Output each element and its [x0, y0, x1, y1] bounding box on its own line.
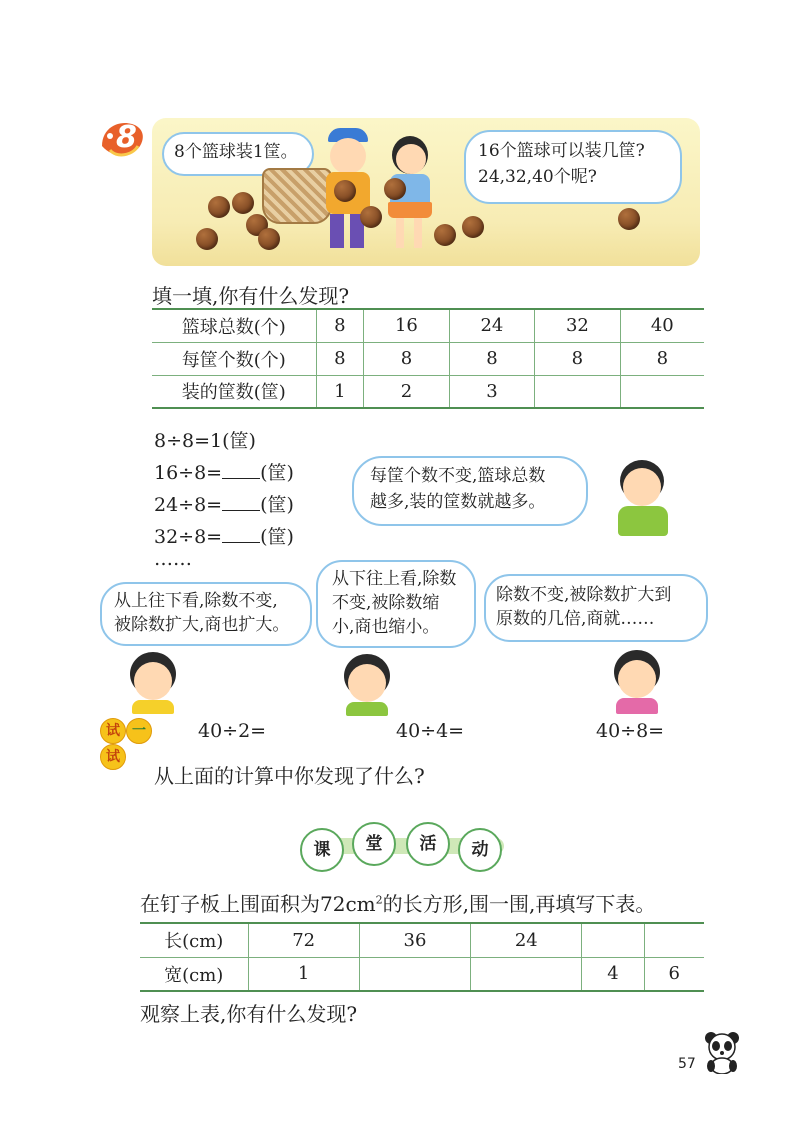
table-cell: 72 [248, 923, 359, 957]
activity-char: 活 [406, 822, 450, 866]
try-question-1: 40÷2= [198, 720, 267, 742]
table-cell: 8 [316, 342, 364, 375]
table-cell: 2 [364, 375, 449, 408]
boy-face-illustration [612, 460, 682, 544]
observe-prompt: 观察上表,你有什么发现? [140, 1002, 358, 1026]
row-label: 篮球总数(个) [152, 309, 316, 342]
answer-blank[interactable] [222, 492, 260, 511]
answer-cell[interactable] [535, 375, 620, 408]
equation-3 [154, 490, 294, 517]
table-cell: 1 [316, 375, 364, 408]
table-cell: 32 [535, 309, 620, 342]
basketball [196, 228, 218, 250]
table-row [152, 342, 704, 375]
equation-3-unit: (筐) [260, 494, 294, 516]
equation-4 [154, 522, 294, 549]
table-row [152, 309, 704, 342]
middle-bubble-line1: 从下往上看,除数 [332, 569, 457, 589]
try-badge-char: 一 [126, 718, 152, 744]
table-cell: 8 [364, 342, 449, 375]
answer-blank[interactable] [222, 460, 260, 479]
boy-face-middle [338, 654, 398, 718]
instruction-text-end: 的长方形,围一围,再填写下表。 [382, 892, 656, 916]
try-badge [100, 718, 176, 765]
table-cell: 3 [449, 375, 534, 408]
observation-line1: 每筐个数不变,篮球总数 [370, 466, 546, 486]
try-question-2: 40÷4= [396, 720, 465, 742]
equation-4-unit: (筐) [260, 526, 294, 548]
equation-2-expr: 16÷8= [154, 462, 223, 484]
bubble-right-line2: 24,32,40个呢? [478, 167, 597, 187]
answer-cell[interactable] [620, 375, 704, 408]
table-cell: 36 [359, 923, 470, 957]
answer-blank[interactable] [222, 524, 260, 543]
row-label: 长(cm) [140, 923, 248, 957]
rectangle-table [140, 922, 704, 992]
answer-cell[interactable] [471, 957, 582, 991]
row-label: 宽(cm) [140, 957, 248, 991]
instruction-text: 在钉子板上围面积为72cm [140, 892, 376, 916]
bubble-right-line1: 16个篮球可以装几筐? [478, 141, 645, 161]
bubble-left-text: 8个篮球装1筐。 [174, 142, 298, 162]
left-bubble-line1: 从上往下看,除数不变, [114, 591, 278, 611]
table-cell: 6 [644, 957, 704, 991]
left-bubble-line2: 被除数扩大,商也扩大。 [114, 615, 290, 635]
try-badge-char: 试 [100, 718, 126, 744]
table-cell: 4 [582, 957, 644, 991]
basketball [334, 180, 356, 202]
table-row [152, 375, 704, 408]
table-row [140, 957, 704, 991]
right-bubble-line2: 原数的几倍,商就…… [496, 609, 655, 629]
page-number: 57 [678, 1056, 696, 1072]
table-cell: 1 [248, 957, 359, 991]
superscript-2: 2 [375, 893, 383, 907]
row-label: 装的筐数(筐) [152, 375, 316, 408]
table-row [140, 923, 704, 957]
equation-1: 8÷8=1(筐) [154, 430, 256, 452]
equation-2 [154, 458, 294, 485]
observation-line2: 越多,装的筐数就越多。 [370, 492, 546, 512]
answer-cell[interactable] [582, 923, 644, 957]
try-question-3: 40÷8= [596, 720, 665, 742]
basketball [618, 208, 640, 230]
panda-icon [702, 1030, 742, 1074]
table-cell: 24 [449, 309, 534, 342]
activity-char: 动 [458, 828, 502, 872]
basketball [258, 228, 280, 250]
equation-2-unit: (筐) [260, 462, 294, 484]
right-bubble-line1: 除数不变,被除数扩大到 [496, 585, 672, 605]
problem-number-badge [96, 116, 148, 162]
table-cell: 8 [449, 342, 534, 375]
answer-cell[interactable] [644, 923, 704, 957]
basketball [360, 206, 382, 228]
row-label: 每筐个数(个) [152, 342, 316, 375]
try-badge-char: 试 [100, 744, 126, 770]
answer-cell[interactable] [359, 957, 470, 991]
basketball [208, 196, 230, 218]
table-cell: 24 [471, 923, 582, 957]
activity-instruction [140, 888, 655, 917]
table-cell: 16 [364, 309, 449, 342]
table-cell: 40 [620, 309, 704, 342]
problem-number: 8 [116, 120, 137, 155]
girl-face-left [124, 652, 184, 716]
fill-heading: 填一填,你有什么发现? [152, 284, 350, 308]
equation-3-expr: 24÷8= [154, 494, 223, 516]
try-prompt: 从上面的计算中你发现了什么? [154, 764, 425, 788]
basketball [384, 178, 406, 200]
activity-char: 课 [300, 828, 344, 872]
activity-banner [300, 822, 510, 872]
table-cell: 8 [316, 309, 364, 342]
table-cell: 8 [620, 342, 704, 375]
basketball [232, 192, 254, 214]
ellipsis: …… [154, 548, 192, 570]
basket-table [152, 308, 704, 409]
basketball [434, 224, 456, 246]
basketball [462, 216, 484, 238]
activity-char: 堂 [352, 822, 396, 866]
middle-bubble-line2: 不变,被除数缩 [332, 593, 440, 613]
table-cell: 8 [535, 342, 620, 375]
middle-bubble-line3: 小,商也缩小。 [332, 617, 440, 637]
equation-4-expr: 32÷8= [154, 526, 223, 548]
girl-face-right [608, 650, 668, 716]
